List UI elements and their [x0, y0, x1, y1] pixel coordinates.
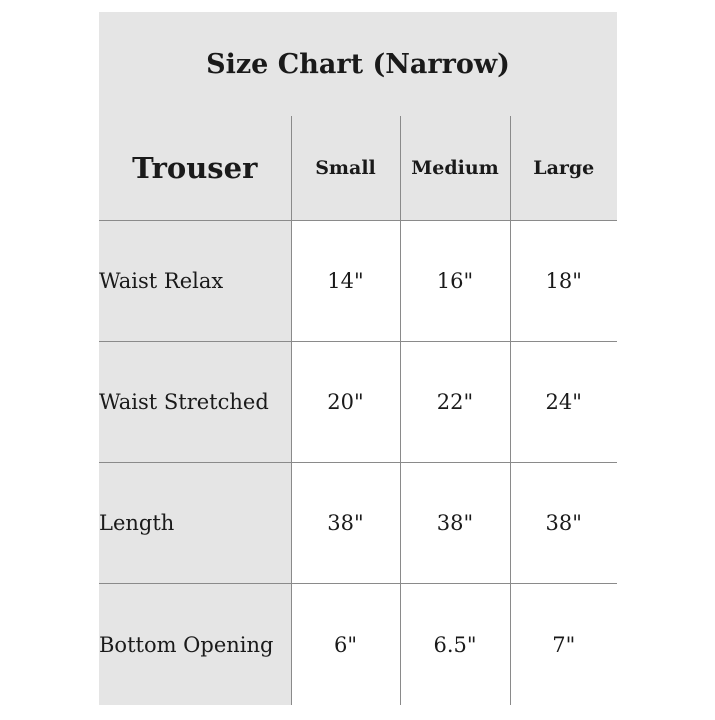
table-cell: 22": [400, 341, 510, 462]
column-header-medium: Medium: [400, 116, 510, 220]
table-cell: 16": [400, 220, 510, 341]
size-chart: [99, 12, 617, 705]
table-cell: 38": [510, 463, 617, 584]
column-header-large: Large: [510, 116, 617, 220]
table-row-waist-stretched: [99, 341, 617, 462]
table-row-waist-relax: [99, 220, 617, 341]
table-row-length: [99, 463, 617, 584]
table-cell: 20": [291, 341, 400, 462]
table-cell: 6.5": [400, 584, 510, 705]
table-cell: 7": [510, 584, 617, 705]
table-cell: 18": [510, 220, 617, 341]
table-header-row: [99, 116, 617, 220]
column-header-small: Small: [291, 116, 400, 220]
row-label: Bottom Opening: [99, 584, 291, 705]
row-label: Length: [99, 463, 291, 584]
table-cell: 38": [400, 463, 510, 584]
table-cell: 24": [510, 341, 617, 462]
row-label: Waist Relax: [99, 220, 291, 341]
corner-label: Trouser: [99, 116, 291, 220]
table-row-bottom-opening: [99, 584, 617, 705]
size-table: [99, 116, 617, 705]
table-cell: 14": [291, 220, 400, 341]
table-cell: 6": [291, 584, 400, 705]
row-label: Waist Stretched: [99, 341, 291, 462]
chart-title: Size Chart (Narrow): [99, 12, 617, 116]
table-cell: 38": [291, 463, 400, 584]
